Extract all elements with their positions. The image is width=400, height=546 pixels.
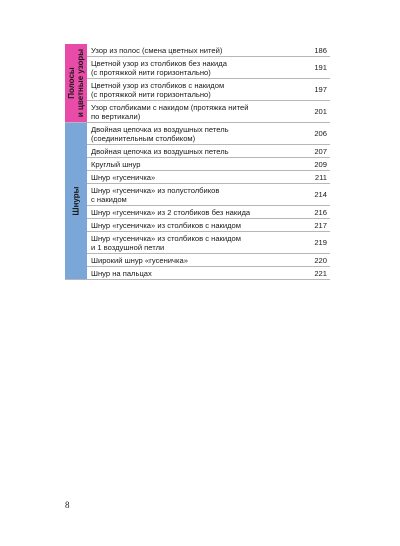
toc-entry-title	[91, 269, 309, 278]
toc-entry	[87, 171, 330, 184]
toc-entry-page: 219	[314, 238, 327, 247]
toc-section	[65, 44, 330, 123]
toc-entry-title	[91, 125, 309, 143]
section-tab-label-line: Шнуры	[71, 186, 81, 216]
toc-entry-title	[91, 147, 309, 156]
toc-entry	[87, 184, 330, 206]
toc-entry-title-line: (с протяжкой нити горизонтально)	[91, 67, 211, 77]
table-of-contents	[65, 44, 330, 280]
toc-entry-title	[91, 46, 309, 55]
toc-entry	[87, 44, 330, 57]
toc-entry-title-line: Шнур «гусеничка» из столбиков с накидом	[91, 233, 241, 243]
toc-entry	[87, 267, 330, 279]
toc-entry-title-line: Круглый шнур	[91, 159, 141, 169]
toc-entry-page: 217	[314, 220, 327, 230]
toc-entry-page: 209	[314, 159, 327, 169]
toc-entry-title	[91, 208, 309, 217]
toc-entry-page: 216	[314, 207, 327, 217]
toc-entry-page: 214	[314, 190, 327, 199]
toc-entry-title-line: Шнур на пальцах	[91, 268, 152, 278]
section-tab-label-line: Полосы	[67, 67, 76, 99]
toc-entries	[87, 44, 330, 122]
toc-entry	[87, 101, 330, 122]
toc-entry-title	[91, 103, 309, 121]
toc-entry-title	[91, 221, 309, 230]
toc-entry	[87, 206, 330, 219]
toc-entry	[87, 123, 330, 145]
toc-entry-title-line: Шнур «гусеничка»	[91, 172, 156, 182]
toc-entry-page: 186	[314, 45, 327, 55]
toc-entries	[87, 123, 330, 279]
toc-entry-title	[91, 81, 309, 99]
section-tab-label-line: и цветные узоры	[76, 48, 85, 118]
toc-section	[65, 123, 330, 280]
toc-entry-title	[91, 173, 309, 182]
page-number: 8	[65, 500, 70, 510]
toc-entry-page: 221	[314, 268, 327, 278]
toc-entry-title-line: Двойная цепочка из воздушных петель	[91, 146, 229, 156]
toc-entry-title	[91, 234, 309, 252]
toc-entry-title-line: и 1 воздушной петли	[91, 242, 165, 252]
toc-entry-page: 220	[314, 255, 327, 265]
toc-entry-title-line: Шнур «гусеничка» из полустолбиков	[91, 185, 220, 195]
toc-entry-page: 206	[314, 129, 327, 138]
toc-entry	[87, 158, 330, 171]
section-tab-label	[72, 187, 81, 216]
toc-entry-page: 191	[314, 63, 327, 72]
toc-entry	[87, 254, 330, 267]
toc-entry	[87, 57, 330, 79]
toc-entry-title-line: (соединительным столбиком)	[91, 133, 196, 143]
section-tab	[65, 123, 87, 279]
toc-entry-title	[91, 59, 309, 77]
toc-entry	[87, 79, 330, 101]
toc-entry-page: 201	[314, 107, 327, 116]
toc-entry-title-line: по вертикали)	[91, 111, 141, 121]
toc-entry-title-line: с накидом	[91, 194, 127, 204]
toc-entry-title-line: Узор столбиками с накидом (протяжка нитей	[91, 102, 249, 112]
toc-entry-page: 211	[314, 172, 327, 182]
toc-entry	[87, 232, 330, 254]
toc-entry	[87, 219, 330, 232]
toc-entry	[87, 145, 330, 158]
toc-entry-title-line: Узор из полос (смена цветных нитей)	[91, 45, 223, 55]
toc-entry-title-line: (с протяжкой нити горизонтально)	[91, 89, 211, 99]
toc-entry-title	[91, 256, 309, 265]
toc-entry-page: 197	[314, 85, 327, 94]
toc-entry-title-line: Цветной узор из столбиков без накида	[91, 58, 227, 68]
toc-entry-title-line: Широкий шнур «гусеничка»	[91, 255, 188, 265]
section-tab-label	[67, 49, 85, 117]
toc-entry-title-line: Шнур «гусеничка» из 2 столбиков без накида	[91, 207, 251, 217]
toc-entry-title-line: Шнур «гусеничка» из столбиков с накидом	[91, 220, 241, 230]
toc-entry-title	[91, 160, 309, 169]
toc-entry-page: 207	[314, 146, 327, 156]
section-tab	[65, 44, 87, 122]
toc-entry-title-line: Двойная цепочка из воздушных петель	[91, 124, 229, 134]
toc-entry-title-line: Цветной узор из столбиков с накидом	[91, 80, 225, 90]
toc-entry-title	[91, 186, 309, 204]
